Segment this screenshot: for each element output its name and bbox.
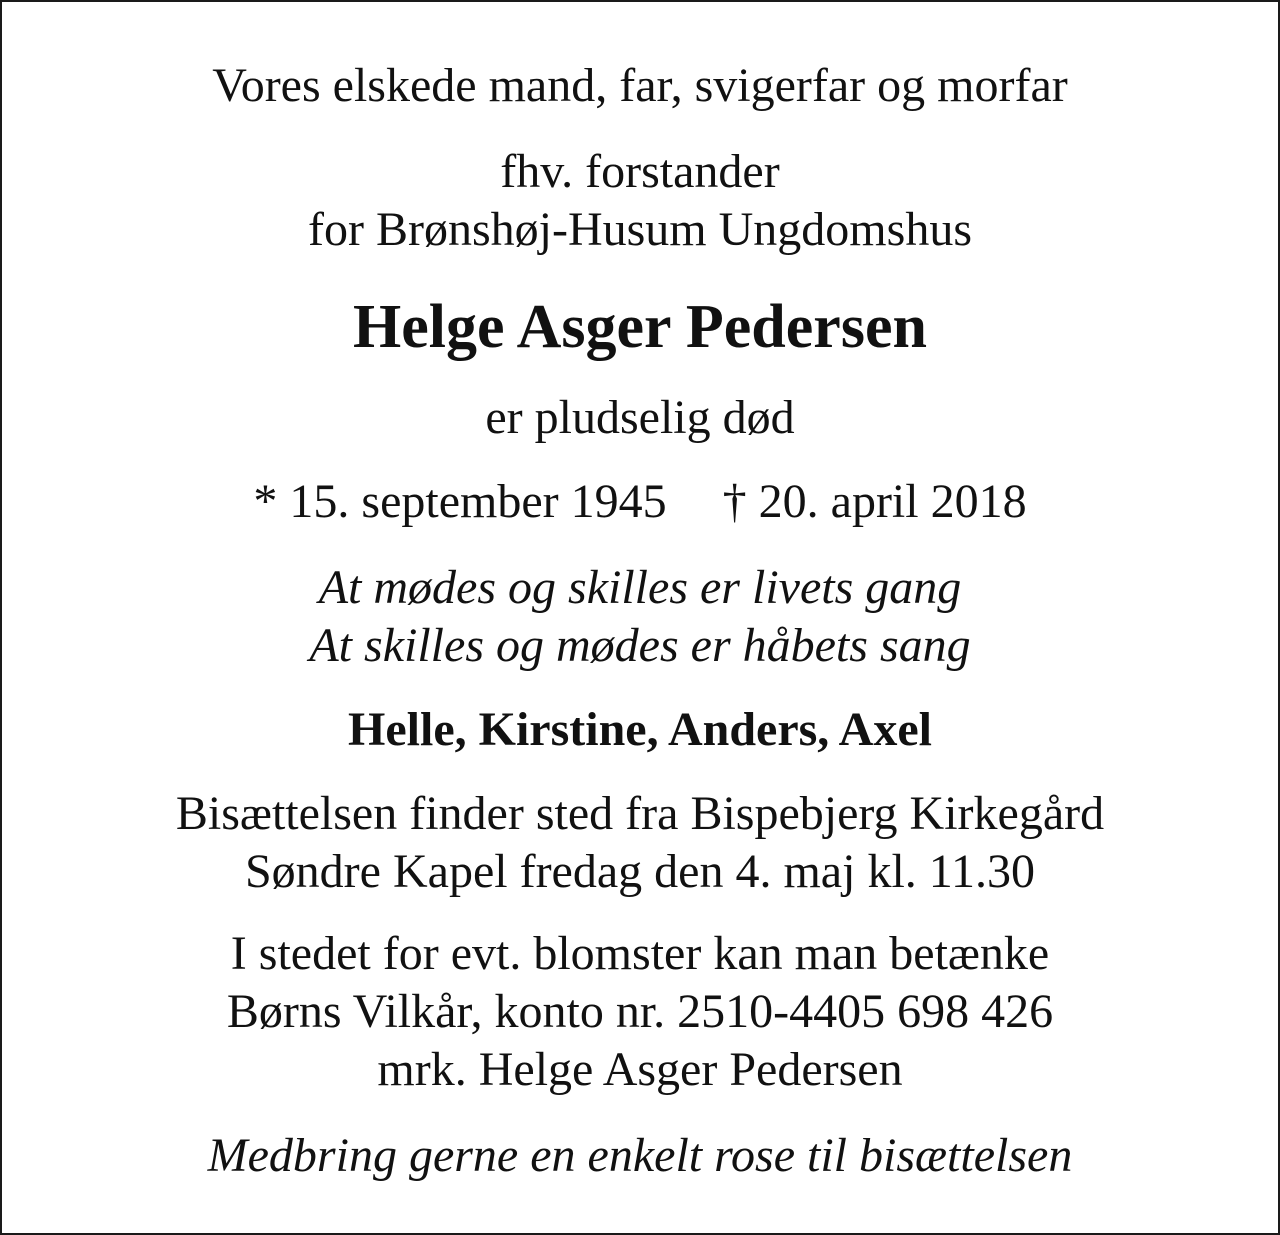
closing-text: Medbring gerne en enkelt rose til bisættelsen	[207, 1129, 1073, 1182]
announcement-text: er pludselig død	[485, 391, 795, 444]
verse-line-1: At mødes og skilles er livets gang	[318, 561, 962, 614]
verse-line-2: At skilles og mødes er håbets sang	[309, 619, 971, 672]
death-date: † 20. april 2018	[722, 475, 1027, 528]
title-line-1: fhv. forstander	[500, 145, 780, 198]
donation-line-2: Børns Vilkår, konto nr. 2510-4405 698 426	[226, 985, 1054, 1038]
family-names: Helle, Kirstine, Anders, Axel	[348, 703, 932, 756]
life-dates	[2, 475, 1278, 528]
deceased-name: Helge Asger Pedersen	[353, 293, 927, 361]
donation-line-1: I stedet for evt. blomster kan man betænke	[230, 927, 1050, 980]
intro-text: Vores elskede mand, far, svigerfar og morfar	[212, 59, 1068, 112]
donation-line-3: mrk. Helge Asger Pedersen	[377, 1043, 903, 1096]
funeral-line-1: Bisættelsen finder sted fra Bispebjerg Kirkegård	[175, 787, 1105, 840]
funeral-line-2: Søndre Kapel fredag den 4. maj kl. 11.30	[244, 845, 1035, 898]
birth-date: * 15. september 1945	[253, 475, 667, 528]
title-line-2: for Brønshøj-Husum Ungdomshus	[307, 203, 972, 256]
